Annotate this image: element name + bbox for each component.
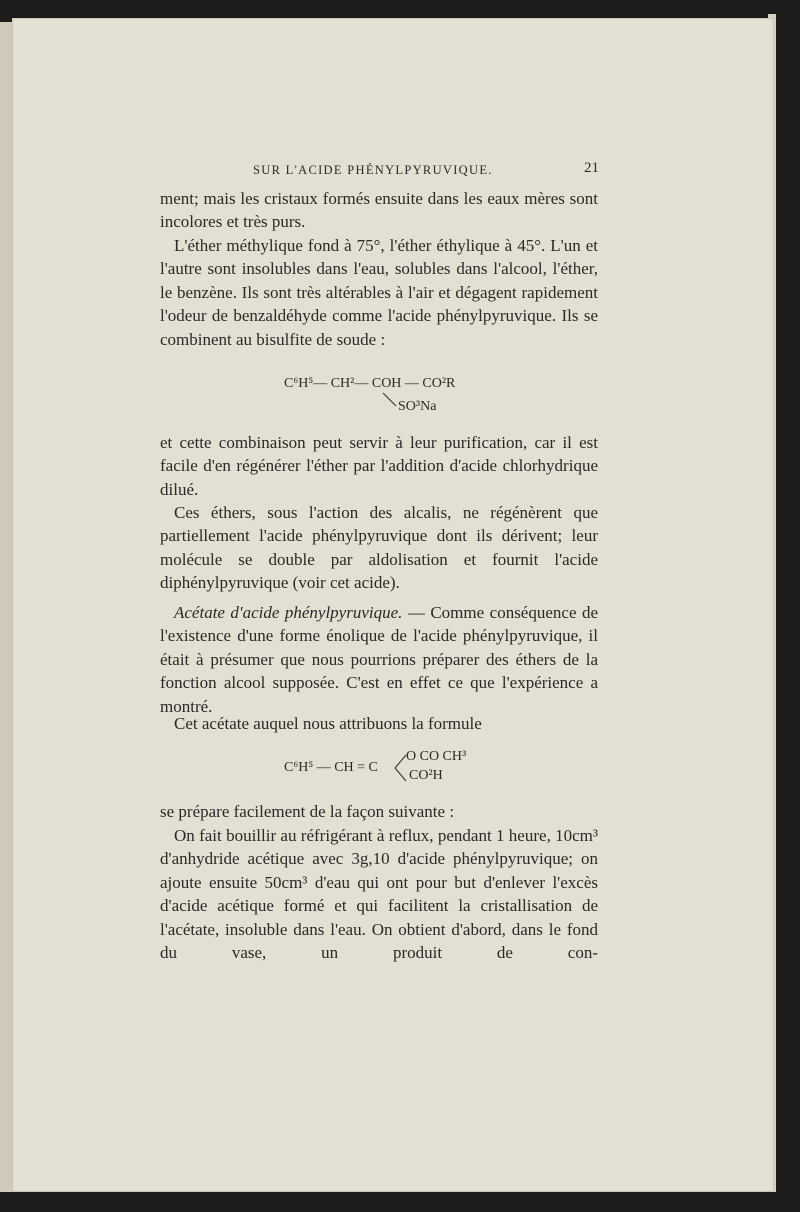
paragraph-1: ment; mais les cristaux formés ensuite dans les eaux mères sont incolores et très purs. bbox=[160, 189, 598, 232]
formula-bisulfite-main: C⁶H⁵— CH²— COH — CO²R bbox=[284, 376, 456, 391]
paragraph-5-body: — Comme conséquence de l'existence d'une forme énolique de l'acide phénylpyruvique, il était à présumer que nous pourrions préparer des éthers de la fonction alcool supposée. C'est en effet ce que l'expérience a montré. bbox=[160, 603, 598, 716]
paragraph-6: Cet acétate auquel nous attribuons la formule bbox=[174, 714, 482, 733]
paragraph-2: L'éther méthylique fond à 75°, l'éther éthylique à 45°. L'un et l'autre sont insolubles dans l'eau, solubles dans l'alcool, l'éther, le benzène. Ils sont très altérables à l'air et dégagent rapidement l'odeur de benzaldéhyde comme l'acide phénylpyruvique. Ils se combinent au bisulfite de soude : bbox=[160, 236, 598, 349]
formula-acetate-upper: O CO CH³ bbox=[406, 749, 467, 764]
page-number: 21 bbox=[584, 160, 599, 176]
paragraph-3: et cette combinaison peut servir à leur purification, car il est facile d'en régénérer l'éther par l'addition d'acide chlorhydrique dilué. bbox=[160, 433, 598, 499]
paragraph-4: Ces éthers, sous l'action des alcalis, ne régénèrent que partiellement l'acide phénylpyruvique dont ils dérivent; leur molécule se double par aldolisation et fournit l'acide diphénylpyruvique (voir cet acide). bbox=[160, 503, 598, 593]
formula-branch-line bbox=[382, 392, 398, 408]
formula-acetate-left: C⁶H⁵ — CH = C bbox=[284, 760, 378, 775]
running-title: SUR L'ACIDE PHÉNYLPYRUVIQUE. bbox=[253, 163, 493, 177]
paragraph-7: se prépare facilement de la façon suivante : bbox=[160, 802, 455, 821]
formula-bisulfite-branch: SO³Na bbox=[398, 399, 437, 414]
paragraph-5 bbox=[160, 601, 598, 718]
paragraph-8: On fait bouillir au réfrigérant à reflux, pendant 1 heure, 10cm³ d'anhydride acétique avec 3g,10 d'acide phénylpyruvique; on ajoute ensuite 50cm³ d'eau qui ont pour but d'enlever l'excès d'acide acétique formé et qui facilitent la cristallisation de l'acétate, insoluble dans l'eau. On obtient d'abord, dans le fond du vase, un produit de con- bbox=[160, 826, 598, 963]
section-heading: Acétate d'acide phénylpyruvique. bbox=[174, 603, 403, 622]
formula-acetate-lower: CO²H bbox=[409, 768, 443, 783]
